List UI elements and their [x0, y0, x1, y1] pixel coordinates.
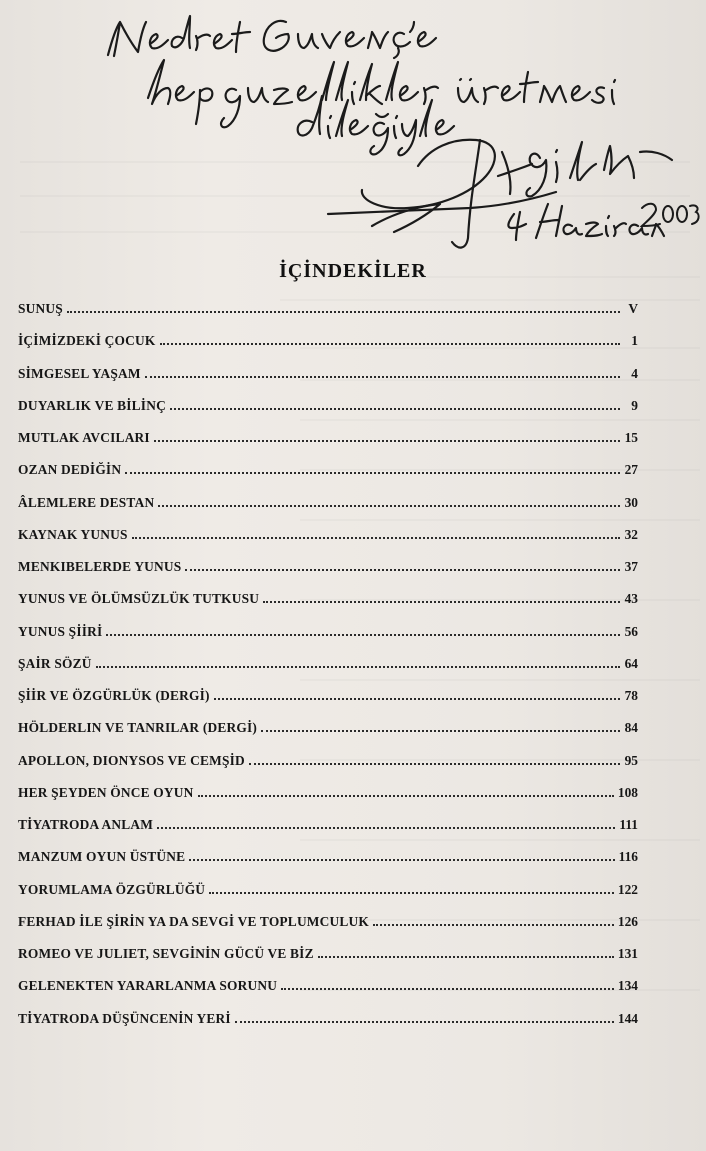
dot-leader — [261, 729, 620, 732]
toc-entry-title: KAYNAK YUNUS — [18, 526, 128, 542]
toc-entry-title: SİMGESEL YAŞAM — [18, 365, 141, 381]
toc-entry-title: GELENEKTEN YARARLANMA SORUNU — [18, 978, 278, 994]
toc-entry-title: MUTLAK AVCILARI — [18, 430, 150, 445]
dot-leader — [160, 342, 621, 345]
dot-leader — [281, 987, 614, 990]
toc-entry-page: 122 — [617, 881, 638, 897]
toc-entry — [18, 940, 638, 962]
toc-entry-title: TİYATRODA ANLAM — [18, 817, 154, 832]
toc-entry-page: 108 — [617, 784, 638, 800]
toc-heading: İÇİNDEKİLER — [279, 260, 427, 282]
toc-entry-title: ŞİİR VE ÖZGÜRLÜK (DERGİ) — [18, 688, 210, 703]
toc-entry-page: 116 — [618, 849, 638, 865]
toc-entry — [18, 456, 638, 478]
dot-leader — [263, 600, 620, 603]
toc-entry-title: YUNUS ŞİİRİ — [18, 623, 103, 639]
toc-entry — [18, 972, 638, 994]
toc-entry — [18, 876, 638, 898]
toc-entry-title: İÇİMİZDEKİ ÇOCUK — [18, 333, 156, 349]
toc-entry-page: 15 — [624, 430, 638, 445]
toc-entry-page: 43 — [624, 591, 638, 607]
toc-entry — [18, 392, 638, 414]
toc-entry-page: 32 — [624, 526, 638, 542]
toc-entry — [18, 843, 638, 865]
dot-leader — [106, 633, 620, 636]
dot-leader — [235, 1020, 614, 1023]
toc-entry-title: YUNUS VE ÖLÜMSÜZLÜK TUTKUSU — [18, 591, 260, 607]
toc-entry-title: ÂLEMLERE DESTAN — [18, 494, 155, 510]
toc-entry — [18, 424, 638, 446]
toc-entry — [18, 714, 638, 736]
toc-entry-page: V — [628, 301, 638, 316]
toc-entry — [18, 1005, 638, 1027]
toc-entry — [18, 811, 638, 833]
toc-entry — [18, 521, 638, 543]
toc-entry-title: FERHAD İLE ŞİRİN YA DA SEVGİ VE TOPLUMCULUK — [18, 913, 370, 929]
toc-entry-page: 37 — [624, 559, 638, 574]
dot-leader — [96, 665, 620, 668]
toc-entry — [18, 650, 638, 672]
toc-entry — [18, 585, 638, 607]
dot-leader — [198, 794, 614, 797]
handwritten-inscription — [0, 0, 706, 260]
toc-entry-title: APOLLON, DIONYSOS VE CEMŞİD — [18, 752, 245, 768]
toc-entry-page: 111 — [619, 817, 638, 832]
toc-entry-title: YORUMLAMA ÖZGÜRLÜĞÜ — [18, 881, 206, 897]
toc-entry — [18, 747, 638, 769]
dot-leader — [170, 407, 620, 410]
dot-leader — [249, 762, 620, 765]
toc-entry-page: 27 — [624, 462, 638, 478]
toc-entry — [18, 908, 638, 930]
toc-entry-title: MENKIBELERDE YUNUS — [18, 559, 182, 574]
toc-entry-page: 56 — [624, 623, 638, 639]
toc-entry-title: TİYATRODA DÜŞÜNCENİN YERİ — [18, 1010, 231, 1026]
toc-entry — [18, 618, 638, 640]
toc-entry-page: 134 — [617, 978, 638, 994]
toc-entry-page: 95 — [624, 752, 638, 768]
dot-leader — [125, 471, 620, 474]
toc-entry-title: OZAN DEDİĞİN — [18, 462, 122, 478]
toc-entry — [18, 295, 638, 317]
toc-entry-page: 9 — [631, 397, 638, 413]
toc-entry-title: SUNUŞ — [18, 301, 63, 316]
dot-leader — [157, 826, 615, 829]
toc-entry-page: 144 — [617, 1010, 638, 1026]
toc-entry-title: ŞAİR SÖZÜ — [18, 655, 92, 671]
toc-entry — [18, 489, 638, 511]
toc-entry — [18, 682, 638, 704]
toc-entry — [18, 327, 638, 349]
dot-leader — [189, 858, 614, 861]
toc-entry-title: DUYARLIK VE BİLİNÇ — [18, 397, 166, 413]
toc-entry — [18, 360, 638, 382]
dot-leader — [145, 375, 620, 378]
toc-entry-page: 84 — [624, 720, 638, 736]
toc-entry-title: ROMEO VE JULIET, SEVGİNİN GÜCÜ VE BİZ — [18, 946, 314, 961]
dot-leader — [318, 955, 614, 958]
dot-leader — [154, 439, 620, 442]
toc-entry-title: MANZUM OYUN ÜSTÜNE — [18, 849, 186, 865]
toc-entry-page: 1 — [631, 333, 638, 349]
toc-entry — [18, 779, 638, 801]
dot-leader — [158, 504, 620, 507]
toc-entry-title: HER ŞEYDEN ÖNCE OYUN — [18, 784, 194, 800]
toc-entry — [18, 553, 638, 575]
toc-entry-title: HÖLDERLIN VE TANRILAR (DERGİ) — [18, 720, 258, 736]
dot-leader — [209, 891, 614, 894]
dot-leader — [373, 923, 614, 926]
toc-entry-page: 126 — [617, 913, 638, 929]
toc-entry-page: 78 — [624, 688, 638, 703]
toc-entry-page: 30 — [624, 494, 638, 510]
dot-leader — [132, 536, 620, 539]
dot-leader — [185, 568, 620, 571]
dot-leader — [67, 310, 620, 313]
toc-entry-page: 131 — [617, 946, 638, 961]
toc-entry-page: 64 — [624, 655, 638, 671]
dot-leader — [214, 697, 620, 700]
toc-entry-page: 4 — [631, 365, 638, 381]
